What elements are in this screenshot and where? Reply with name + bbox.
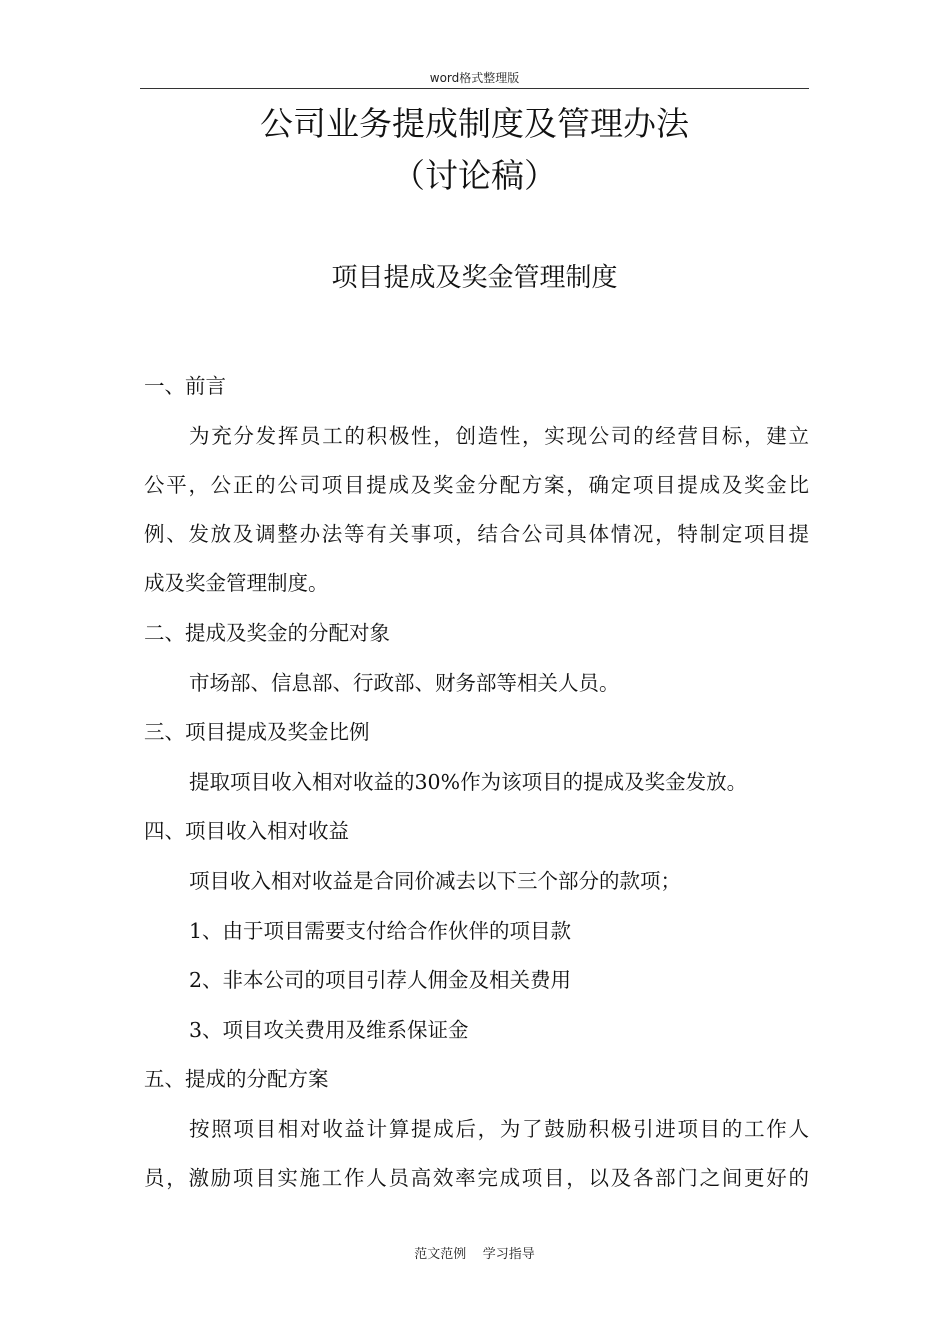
heading-distribution-plan: 五、提成的分配方案 [144,1067,329,1091]
list-item: 2、非本公司的项目引荐人佣金及相关费用 [189,968,572,992]
document-title: 公司业务提成制度及管理办法 [260,104,689,143]
preface-line-4: 成及奖金管理制度。 [144,571,329,595]
preface-line-3: 例、发放及调整办法等有关事项，结合公司具体情况，特制定项目提 [144,522,809,546]
relative-income-text: 项目收入相对收益是合同价减去以下三个部分的款项； [189,869,681,893]
page-footer: 范文范例 学习指导 [414,1247,535,1262]
page-header: word格式整理版 [429,71,520,85]
preface-line-1: 为充分发挥员工的积极性，创造性，实现公司的经营目标，建立 [189,424,809,448]
distribution-plan-line-1: 按照项目相对收益计算提成后，为了鼓励积极引进项目的工作人 [189,1117,809,1141]
heading-commission-ratio: 三、项目提成及奖金比例 [144,720,370,744]
section-title: 项目提成及奖金管理制度 [331,263,618,293]
distribution-plan-line-2: 员，激励项目实施工作人员高效率完成项目，以及各部门之间更好的 [144,1166,809,1190]
distribution-targets-text: 市场部、信息部、行政部、财务部等相关人员。 [189,671,620,695]
commission-ratio-text: 提取项目收入相对收益的30%作为该项目的提成及奖金发放。 [189,770,748,794]
list-item: 1、由于项目需要支付给合作伙伴的项目款 [189,919,572,943]
preface-line-2: 公平，公正的公司项目提成及奖金分配方案，确定项目提成及奖金比 [144,473,809,497]
header-rule [140,88,809,89]
list-item: 3、项目攻关费用及维系保证金 [189,1018,469,1042]
document-subtitle: （讨论稿） [392,156,557,195]
heading-preface: 一、前言 [144,374,226,398]
heading-relative-income: 四、项目收入相对收益 [144,819,349,843]
heading-distribution-targets: 二、提成及奖金的分配对象 [144,621,390,645]
